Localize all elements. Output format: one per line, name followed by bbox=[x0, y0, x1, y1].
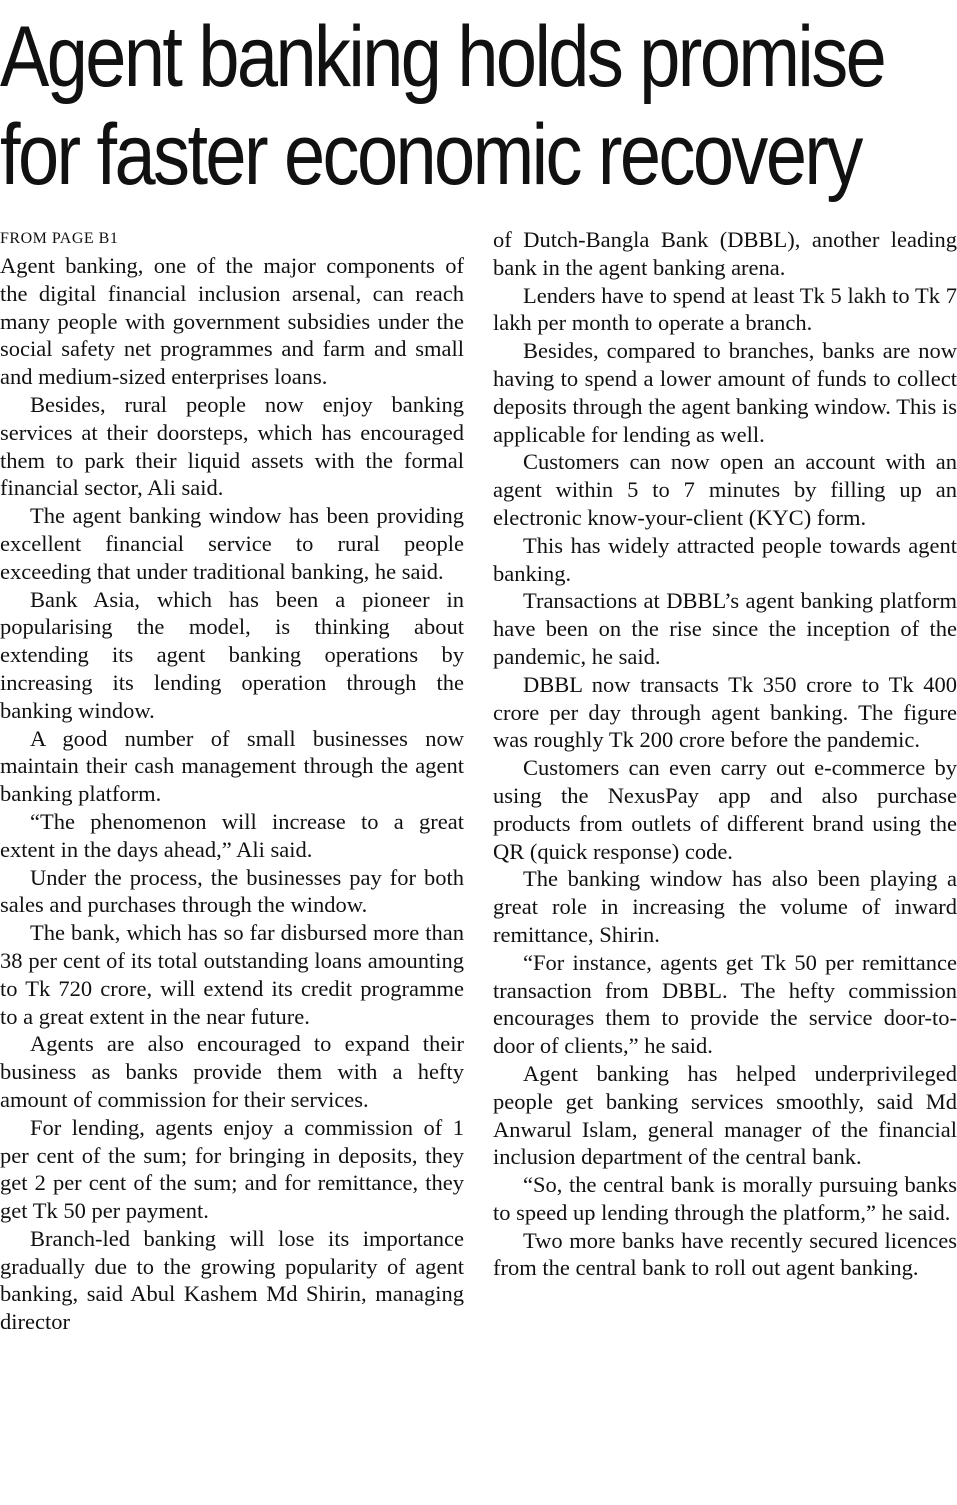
paragraph: Two more banks have recently secured licences from the central bank to roll out agent banking. bbox=[493, 1227, 957, 1281]
paragraph: Under the process, the businesses pay for both sales and purchases through the window. bbox=[0, 864, 464, 918]
paragraph: DBBL now transacts Tk 350 crore to Tk 400 crore per day through agent banking. The figure was roughly Tk 200 crore before the pandemic. bbox=[493, 671, 957, 753]
paragraph: Agents are also encouraged to expand their business as banks provide them with a hefty amount of commission for their services. bbox=[0, 1031, 464, 1112]
paragraph: This has widely attracted people towards agent banking. bbox=[493, 532, 957, 586]
headline-line-2: for faster economic recovery bbox=[0, 107, 861, 203]
paragraph: Besides, compared to branches, banks are now having to spend a lower amount of funds to collect deposits through the agent banking window. This is applicable for lending as well. bbox=[493, 338, 957, 447]
paragraph: The bank, which has so far disbursed more than 38 per cent of its total outstanding loans amounting to Tk 720 crore, will extend its credit programme to a great extent in the near future. bbox=[0, 920, 464, 1029]
headline bbox=[0, 8, 885, 204]
paragraph: Agent banking has helped underprivileged people get banking services smoothly, said Md Anwarul Islam, general manager of the financial inclusion department of the central bank. bbox=[493, 1060, 957, 1170]
continued-from-label: FROM PAGE B1 bbox=[0, 230, 119, 247]
paragraph: The agent banking window has been providing excellent financial service to rural people exceeding that under traditional banking, he said. bbox=[0, 503, 464, 584]
paragraph: Customers can now open an account with an agent within 5 to 7 minutes by filling up an electronic know-your-client (KYC) form. bbox=[493, 449, 957, 530]
paragraph: Bank Asia, which has been a pioneer in popularising the model, is thinking about extending its agent banking operations by increasing its lending operation through the banking window. bbox=[0, 586, 464, 723]
paragraph: “For instance, agents get Tk 50 per remittance transaction from DBBL. The hefty commission encourages them to provide the service door-to-door of clients,” he said. bbox=[493, 949, 957, 1059]
paragraph: Lenders have to spend at least Tk 5 lakh to Tk 7 lakh per month to operate a branch. bbox=[493, 282, 957, 336]
paragraph: Agent banking, one of the major components of the digital financial inclusion arsenal, can reach many people with government subsidies under the social safety net programmes and farm and small and medium-sized enterprises loans. bbox=[0, 253, 464, 390]
paragraph: Besides, rural people now enjoy banking services at their doorsteps, which has encouraged them to park their liquid assets with the formal financial sector, Ali said. bbox=[0, 391, 464, 501]
paragraph: Customers can even carry out e-commerce by using the NexusPay app and also purchase products from outlets of different brand using the QR (quick response) code. bbox=[493, 755, 957, 864]
article-column-right bbox=[493, 226, 957, 1282]
paragraph: Branch-led banking will lose its importance gradually due to the growing popularity of agent banking, said Abul Kashem Md Shirin, managing director bbox=[0, 1225, 464, 1335]
headline-line-1: Agent banking holds promise bbox=[0, 9, 885, 105]
paragraph: “The phenomenon will increase to a great extent in the days ahead,” Ali said. bbox=[0, 808, 464, 862]
article-column-left bbox=[0, 226, 464, 1336]
paragraph: “So, the central bank is morally pursuing banks to speed up lending through the platform,” he said. bbox=[493, 1172, 957, 1225]
paragraph: The banking window has also been playing a great role in increasing the volume of inward remittance, Shirin. bbox=[493, 866, 957, 947]
paragraph: A good number of small businesses now maintain their cash management through the agent banking platform. bbox=[0, 725, 464, 807]
paragraph: of Dutch-Bangla Bank (DBBL), another leading bank in the agent banking arena. bbox=[493, 227, 957, 280]
paragraph: Transactions at DBBL’s agent banking platform have been on the rise since the inception of the pandemic, he said. bbox=[493, 588, 957, 669]
paragraph: For lending, agents enjoy a commission of 1 per cent of the sum; for bringing in deposits, they get 2 per cent of the sum; and for remittance, they get Tk 50 per payment. bbox=[0, 1114, 464, 1224]
